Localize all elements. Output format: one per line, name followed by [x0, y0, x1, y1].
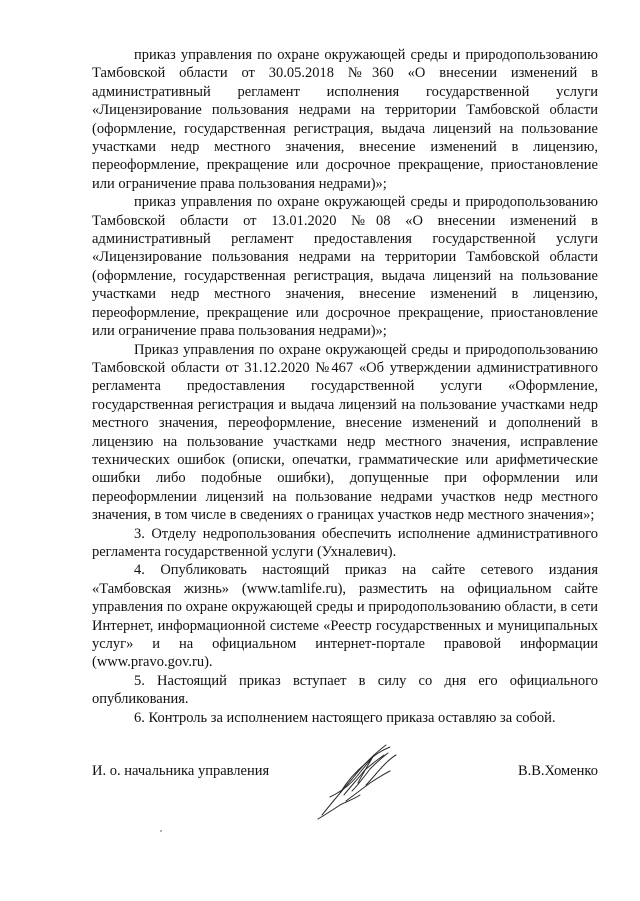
- signature-icon: [300, 735, 420, 825]
- paragraph-item-5: 5. Настоящий приказ вступает в силу со дня его официального опубликования.: [92, 672, 598, 708]
- paragraph-order-2020-jan: приказ управления по охране окружающей среды и природопользованию Тамбовской области от 13.01.2020 №08 «О внесении изменений в административный регламент предоставления государственной услуги «Лицензирование пользования недрами на территории Тамбовской области (оформление, государственная регистрация, выдача лицензий на пользование участками недр местного значения, внесение изменений в лицензию, переоформление, прекращение или досрочное прекращение, приостановление или ограничение права пользования недрами)»;: [92, 194, 598, 340]
- paragraph-order-2020-dec: Приказ управления по охране окружающей среды и природопользованию Тамбовской области от 31.12.2020 №467 «Об утверждении административного регламента предоставления государственной услуги «Оформление, государственная регистрация и выдача лицензий на пользование участками недр местного значения, переоформление, внесение изменений и дополнений в лицензию на пользование участками недр местного значения, исправление технических ошибок (описки, опечатки, грамматические или арифметические ошибки либо подобные ошибки), допущенные при оформлении или переоформлении лицензий на пользование недрами участков недр местного значения, в том числе в сведениях о границах участков недр местного значения»;: [92, 341, 598, 524]
- signatory-name: В.В.Хоменко: [517, 763, 598, 779]
- paragraph-item-6: 6. Контроль за исполнением настоящего приказа оставляю за собой.: [134, 709, 556, 726]
- paragraph-order-2018: приказ управления по охране окружающей среды и природопользованию Тамбовской области от 30.05.2018 №360 «О внесении изменений в административный регламент исполнения государственной услуги «Лицензирование пользования недрами на территории Тамбовской области (оформление, государственная регистрация, выдача лицензий на пользование участками недр местного значения, внесение изменений в лицензию, переоформление, прекращение или досрочное прекращение, приостановление или ограничение права пользования недрами)»;: [92, 47, 598, 192]
- scan-speck: [160, 830, 162, 832]
- signatory-title: И. о. начальника управления: [92, 763, 270, 779]
- document-body: [92, 46, 598, 727]
- paragraph-item-3: 3. Отделу недропользования обеспечить исполнение административного регламента государственной услуги (Ухналевич).: [92, 525, 598, 560]
- paragraph-item-4: 4. Опубликовать настоящий приказ на сайте сетевого издания «Тамбовская жизнь» (www.tamlife.ru), разместить на официальном сайте управления по охране окружающей среды и природопользованию области, в сети Интернет, информационной системе «Реестр государственных и муниципальных услуг» и на официальном интернет-портале правовой информации (www.pravo.gov.ru).: [92, 562, 598, 671]
